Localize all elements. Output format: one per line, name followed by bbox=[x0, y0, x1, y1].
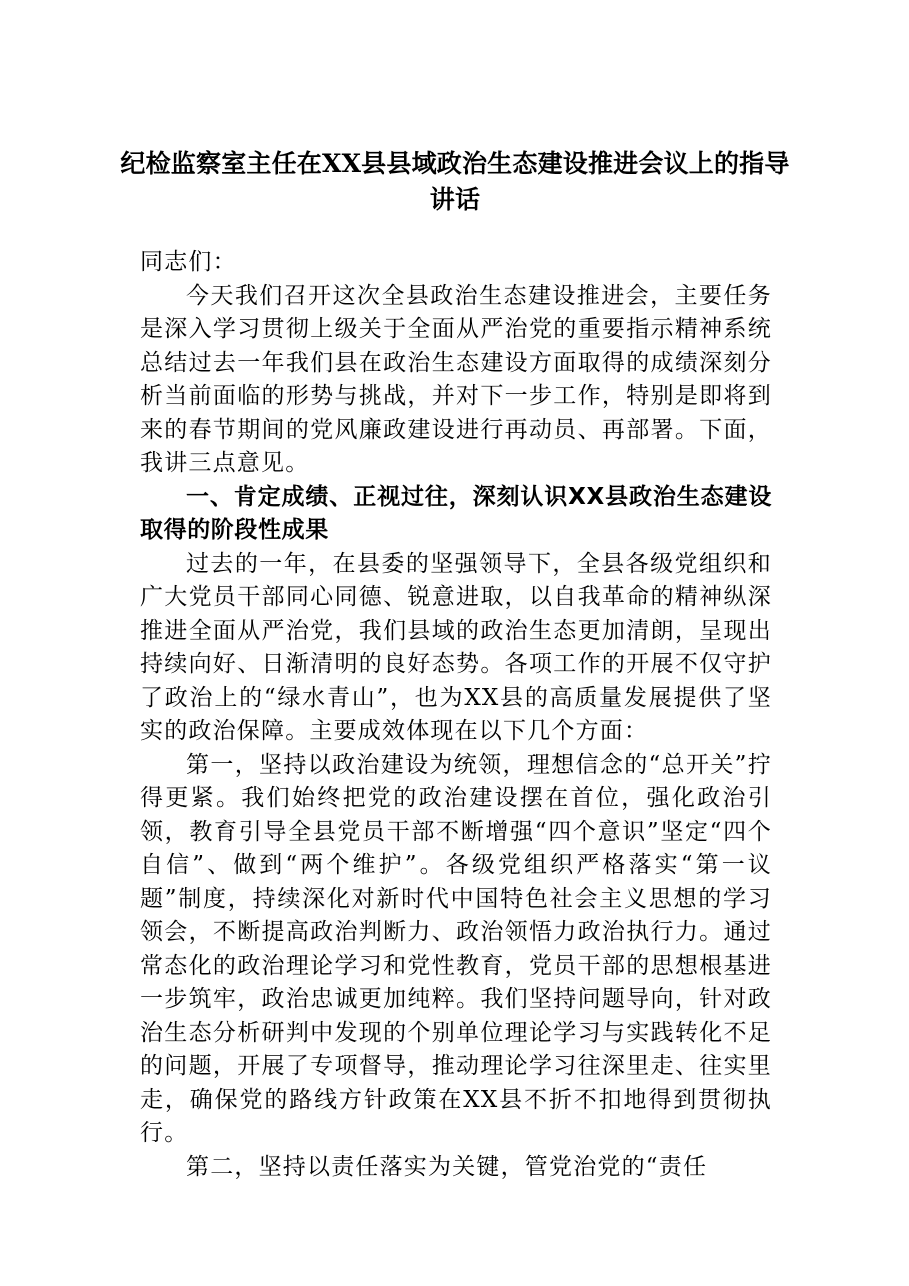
body-paragraph: 今天我们召开这次全县政治生态建设推进会，主要任务是深入学习贯彻上级关于全面从严治党的重要指示精神系统总结过去一年我们县在政治生态建设方面取得的成绩深刻分析当前面临的形势与挑战，并对下一步工作，特别是即将到来的春节期间的党风廉政建设进行再动员、再部署。下面，我讲三点意见。 bbox=[140, 282, 772, 476]
body-paragraph: 第二，坚持以责任落实为关键，管党治党的“责任 bbox=[186, 1153, 708, 1180]
document-title: 纪检监察室主任在XX县县域政治生态建设推进会议上的指导讲话 bbox=[120, 149, 790, 214]
body-paragraph: 过去的一年，在县委的坚强领导下，全县各级党组织和广大党员干部同心同德、锐意进取，以自我革命的精神纵深推进全面从严治党，我们县域的政治生态更加清朗，呈现出持续向好、日渐清明的良好态势。各项工作的开展不仅守护了政治上的“绿水青山”，也为XX县的高质量发展提供了坚实的政治保障。主要成效体现在以下几个方面： bbox=[140, 550, 772, 744]
body-paragraph: 第一，坚持以政治建设为统领，理想信念的“总开关”拧得更紧。我们始终把党的政治建设摆在首位，强化政治引领，教育引导全县党员干部不断增强“四个意识”坚定“四个自信”、做到“两个维护”。各级党组织严格落实“第一议题”制度，持续深化对新时代中国特色社会主义思想的学习领会，不断提高政治判断力、政治领悟力政治执行力。通过常态化的政治理论学习和党性教育，党员干部的思想根基进一步筑牢，政治忠诚更加纯粹。我们坚持问题导向，针对政治生态分析研判中发现的个别单位理论学习与实践转化不足的问题，开展了专项督导，推动理论学习往深里走、往实里走，确保党的路线方针政策在XX县不折不扣地得到贯彻执行。 bbox=[140, 751, 772, 1146]
section-heading: 一、肯定成绩、正视过往，深刻认识XX县政治生态建设取得的阶段性成果 bbox=[140, 483, 772, 543]
greeting-line: 同志们： bbox=[140, 249, 237, 275]
document-body bbox=[140, 246, 772, 1184]
